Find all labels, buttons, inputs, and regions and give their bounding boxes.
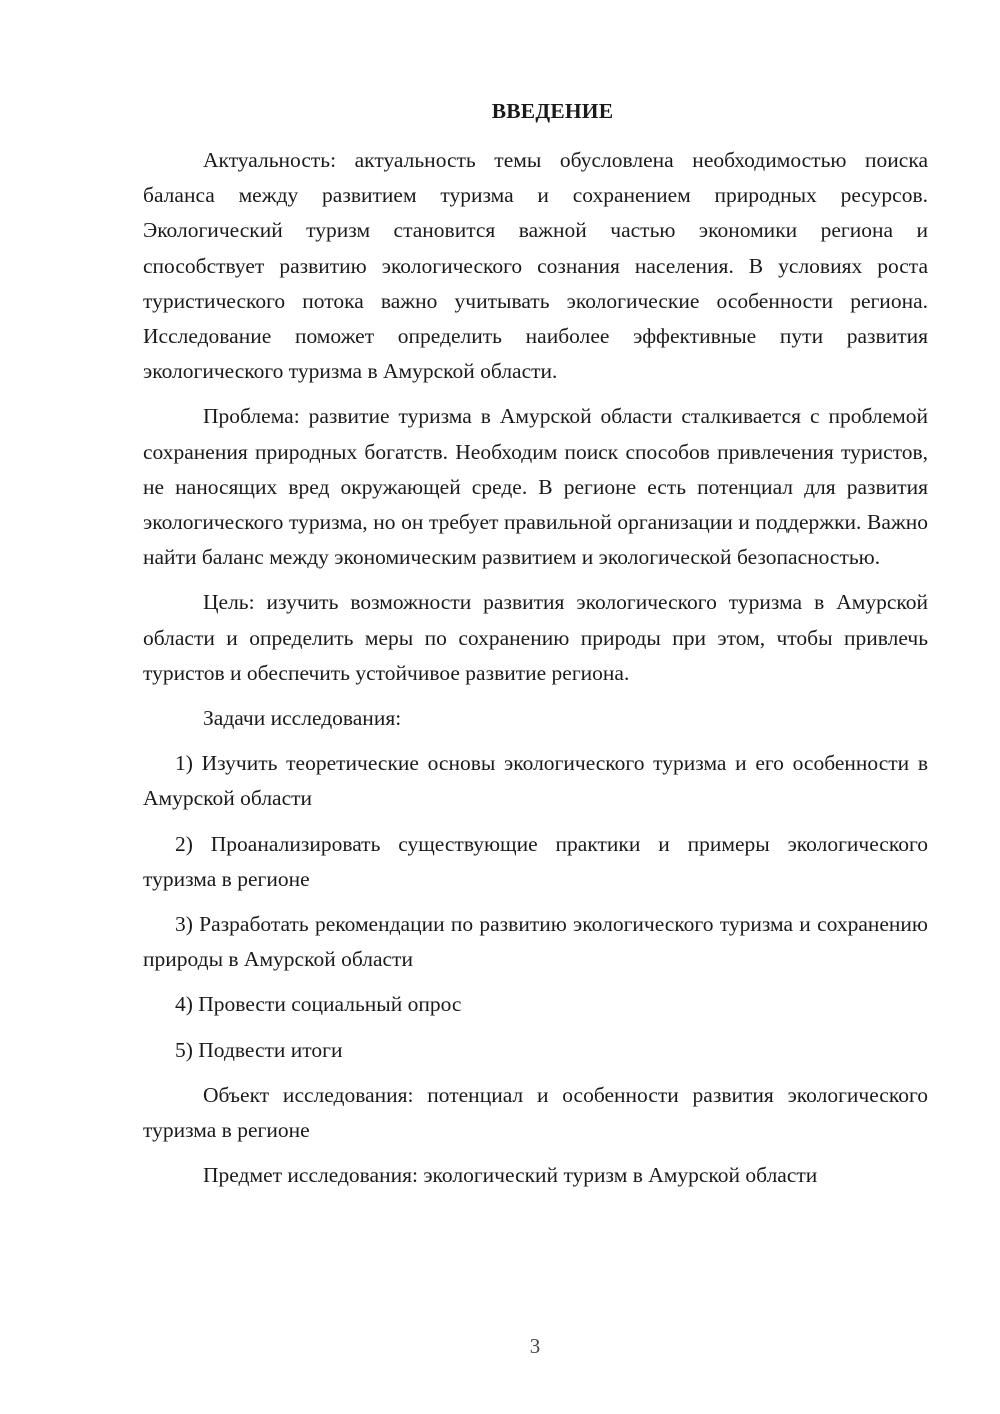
section-heading: ВВЕДЕНИЕ [491, 99, 614, 123]
tasks-heading: Задачи исследования: [203, 706, 402, 731]
page-number: 3 [529, 1334, 541, 1358]
paragraph-problem: Проблема: развитие туризма в Амурской области сталкивается с проблемой сохранения природных богатств. Необходим поиск способов привлечения туристов, не наносящих вред окружающей среде. В регионе есть потенциал для развития экологического туризма, но он требует правильной организации и поддержки. Важно найти баланс между экономическим развитием и экологической безопасностью. [143, 404, 928, 570]
paragraph-goal: Цель: изучить возможности развития экологического туризма в Амурской области и определить меры по сохранению природы при этом, чтобы привлечь туристов и обеспечить устойчивое развитие региона. [143, 590, 928, 685]
paragraph-relevance: Актуальность: актуальность темы обусловлена необходимостью поиска баланса между развитием туризма и сохранением природных ресурсов. Экологический туризм становится важной частью экономики региона и способствует развитию экологического сознания населения. В условиях роста туристического потока важно учитывать экологические особенности региона. Исследование поможет определить наиболее эффективные пути развития экологического туризма в Амурской области. [143, 148, 928, 384]
task-item: 1) Изучить теоретические основы экологического туризма и его особенности в Амурской области [143, 751, 928, 811]
task-item: 2) Проанализировать существующие практики и примеры экологического туризма в регионе [143, 831, 928, 891]
task-item: 4) Провести социальный опрос [175, 992, 462, 1017]
paragraph-object: Объект исследования: потенциал и особенности развития экологического туризма в регионе [143, 1082, 928, 1143]
paragraph-subject: Предмет исследования: экологический туризм в Амурской области [203, 1163, 818, 1188]
document-page [143, 95, 928, 1203]
task-item: 5) Подвести итоги [175, 1037, 343, 1062]
task-item: 3) Разработать рекомендации по развитию экологического туризма и сохранению природы в Амурской области [143, 912, 928, 972]
